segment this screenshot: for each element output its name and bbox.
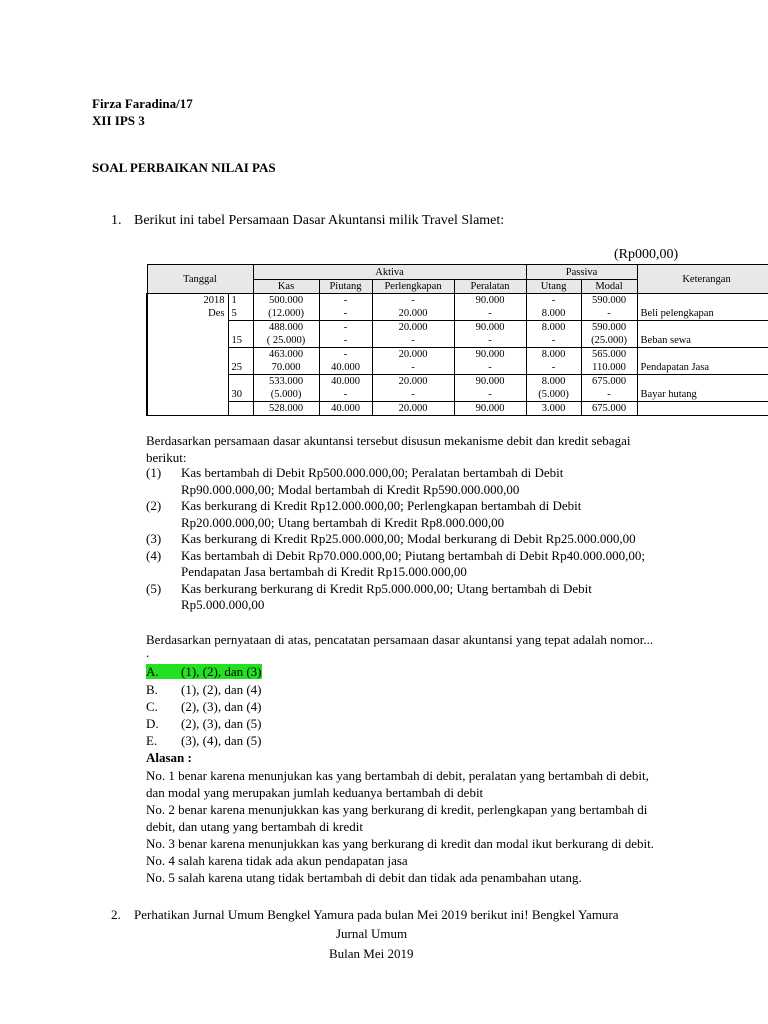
header-keterangan: Keterangan (637, 265, 768, 294)
piutang-cell: - (343, 322, 348, 333)
table-row (147, 375, 768, 402)
statement-number: (3) (146, 531, 162, 546)
kas-cell: 533.000 (268, 376, 304, 387)
header-perlengkapan: Perlengkapan (372, 280, 454, 294)
statement-item (146, 581, 766, 614)
journal-title: Jurnal Umum (336, 926, 408, 941)
kas-cell: 463.000 (268, 349, 304, 360)
kas-cell: (5.000) (270, 389, 302, 400)
perlengkapan-cell: - (411, 335, 415, 346)
piutang-cell: - (343, 335, 348, 346)
option-key: B. (146, 682, 158, 697)
table-row (147, 321, 768, 348)
day-cell: 5 (231, 308, 237, 319)
question-dot: . (146, 645, 150, 660)
statement-line: Rp20.000.000,00; Utang bertambah di Kredit Rp8.000.000,00 (181, 514, 505, 530)
header-tanggal: Tanggal (147, 265, 253, 294)
option-key: C. (146, 699, 158, 714)
statement-number: (2) (146, 498, 162, 513)
keterangan-cell: Bayar hutang (637, 375, 768, 402)
statement-line: Kas bertambah di Debit Rp70.000.000,00; Piutang bertambah di Debit Rp40.000.000,00; (181, 547, 645, 563)
statement-line: Rp5.000.000,00 (181, 597, 265, 612)
table-total-row (147, 402, 768, 416)
alasan-line: No. 2 benar karena menunjukkan kas yang berkurang di kredit, perlengkapan yang bertambah di (146, 802, 648, 817)
peralatan-cell: - (488, 308, 492, 319)
day-cell: 1 (231, 295, 237, 306)
header-passiva: Passiva (526, 265, 637, 280)
option-value: (1), (2), dan (4) (181, 682, 262, 697)
statement-number: (1) (146, 465, 162, 480)
day-cell: 30 (231, 389, 242, 400)
piutang-cell: - (343, 308, 348, 319)
modal-cell: 675.000 (591, 376, 627, 387)
piutang-cell: - (343, 389, 348, 400)
statement-item (146, 548, 766, 581)
alasan-line: debit, dan utang yang bertambah di kredit (146, 819, 363, 834)
month-cell: Des (208, 308, 225, 319)
perlengkapan-cell: - (411, 389, 415, 400)
statement-list (146, 465, 766, 614)
option-c (146, 699, 262, 715)
header-utang: Utang (526, 280, 581, 294)
statement-item (146, 465, 766, 498)
header-piutang: Piutang (319, 280, 372, 294)
total-utang: 3.000 (526, 402, 581, 416)
modal-cell: 590.000 (591, 322, 627, 333)
statement-line: Kas bertambah di Debit Rp500.000.000,00; Peralatan bertambah di Debit (181, 465, 564, 480)
keterangan-cell: Beban sewa (637, 321, 768, 348)
alasan-line: No. 1 benar karena menunjukan kas yang bertambah di debit, peralatan yang bertambah di debit, (146, 768, 649, 783)
modal-cell: - (607, 308, 611, 319)
year-cell: 2018 (203, 295, 225, 306)
student-name: Firza Faradina/17 (92, 96, 193, 111)
question-1-number: 1. (111, 213, 122, 228)
option-value: (2), (3), dan (4) (181, 699, 262, 714)
kas-cell: ( 25.000) (266, 335, 306, 346)
total-piutang: 40.000 (319, 402, 372, 416)
option-value: (2), (3), dan (5) (181, 716, 262, 731)
table-row (147, 348, 768, 375)
peralatan-cell: 90.000 (475, 376, 505, 387)
intro-line: Berdasarkan persamaan dasar akuntansi tersebut disusun mekanisme debit dan kredit sebagai (146, 433, 631, 448)
keterangan-cell: Beli pelengkapan (637, 294, 768, 321)
utang-cell: - (551, 335, 556, 346)
perlengkapan-cell: - (411, 295, 415, 306)
perlengkapan-cell: 20.000 (398, 308, 428, 319)
alasan-line: No. 4 salah karena tidak ada akun pendapatan jasa (146, 853, 408, 868)
statement-number: (5) (146, 580, 162, 596)
alasan-text (146, 767, 654, 886)
question-2-text: Perhatikan Jurnal Umum Bengkel Yamura pada bulan Mei 2019 berikut ini! Bengkel Yamura (134, 907, 619, 922)
perlengkapan-cell: - (411, 362, 415, 373)
perlengkapan-cell: 20.000 (398, 376, 428, 387)
option-value: (1), (2), dan (3) (181, 664, 262, 679)
question-2-number: 2. (111, 907, 121, 922)
option-a (146, 664, 262, 680)
statement-line: Kas berkurang berkurang di Kredit Rp5.000.000,00; Utang bertambah di Debit (181, 580, 592, 596)
statement-line: Kas berkurang di Kredit Rp25.000.000,00; Modal berkurang di Debit Rp25.000.000,00 (181, 531, 636, 546)
statement-line: Pendapatan Jasa bertambah di Kredit Rp15.000.000,00 (181, 564, 467, 579)
header-modal: Modal (581, 280, 637, 294)
question-prompt: Berdasarkan pernyataan di atas, pencatatan persamaan dasar akuntansi yang tepat adalah nomor... (146, 632, 654, 647)
utang-cell: 8.000 (541, 376, 566, 387)
journal-period: Bulan Mei 2019 (329, 946, 414, 961)
option-key: A. (146, 664, 159, 679)
header-peralatan: Peralatan (454, 280, 526, 294)
option-e (146, 733, 262, 749)
total-modal: 675.000 (581, 402, 637, 416)
keterangan-cell: Pendapatan Jasa (637, 348, 768, 375)
intro-text (146, 433, 630, 466)
statement-line: Kas berkurang di Kredit Rp12.000.000,00; Perlengkapan bertambah di Debit (181, 498, 582, 513)
peralatan-cell: - (488, 335, 492, 346)
header-kas: Kas (253, 280, 319, 294)
utang-cell: - (551, 295, 556, 306)
day-cell: 25 (231, 362, 242, 373)
day-cell: 15 (231, 335, 242, 346)
total-peralatan: 90.000 (454, 402, 526, 416)
piutang-cell: 40.000 (331, 376, 360, 387)
statement-number: (4) (146, 547, 162, 563)
utang-cell: 8.000 (541, 322, 566, 333)
modal-cell: 590.000 (591, 295, 627, 306)
modal-cell: (25.000) (591, 335, 627, 346)
piutang-cell: - (343, 295, 348, 306)
peralatan-cell: 90.000 (475, 349, 505, 360)
perlengkapan-cell: 20.000 (398, 349, 428, 360)
table-row (147, 294, 768, 321)
student-class: XII IPS 3 (92, 113, 145, 128)
modal-cell: 110.000 (592, 362, 626, 373)
utang-cell: (5.000) (538, 389, 569, 400)
piutang-cell: 40.000 (331, 362, 360, 373)
alasan-line: No. 3 benar karena menunjukkan kas yang berkurang di kredit dan modal ikut berkurang di debit. (146, 836, 654, 851)
question-1-text: Berikut ini tabel Persamaan Dasar Akuntansi milik Travel Slamet: (134, 213, 505, 228)
peralatan-cell: 90.000 (475, 322, 505, 333)
utang-cell: - (551, 362, 556, 373)
kas-cell: (12.000) (268, 308, 304, 319)
peralatan-cell: - (488, 389, 492, 400)
header-aktiva: Aktiva (253, 265, 526, 280)
modal-cell: - (607, 389, 611, 400)
kas-cell: 70.000 (271, 362, 301, 373)
option-b (146, 682, 262, 698)
option-key: E. (146, 733, 158, 748)
option-d (146, 716, 262, 732)
total-kas: 528.000 (253, 402, 319, 416)
statement-line: Rp90.000.000,00; Modal bertambah di Kredit Rp590.000.000,00 (181, 481, 520, 497)
total-perlengkapan: 20.000 (372, 402, 454, 416)
alasan-label: Alasan : (146, 750, 192, 765)
modal-cell: 565.000 (591, 349, 627, 360)
option-key: D. (146, 716, 159, 731)
utang-cell: 8.000 (541, 349, 566, 360)
statement-item (146, 531, 766, 548)
kas-cell: 488.000 (268, 322, 304, 333)
statement-item (146, 498, 766, 531)
accounting-equation-table (146, 264, 768, 416)
piutang-cell: - (343, 349, 348, 360)
alasan-line: dan modal yang merupakan jumlah keduanya bertambah di debit (146, 785, 484, 800)
page-title: SOAL PERBAIKAN NILAI PAS (92, 160, 276, 175)
option-value: (3), (4), dan (5) (181, 733, 262, 748)
table-unit: (Rp000,00) (614, 247, 679, 262)
peralatan-cell: - (488, 362, 492, 373)
perlengkapan-cell: 20.000 (398, 322, 428, 333)
utang-cell: 8.000 (541, 308, 566, 319)
alasan-line: No. 5 salah karena utang tidak bertambah di debit dan tidak ada penambahan utang. (146, 870, 582, 885)
intro-line: berikut: (146, 449, 187, 465)
peralatan-cell: 90.000 (475, 295, 505, 306)
kas-cell: 500.000 (268, 295, 304, 306)
